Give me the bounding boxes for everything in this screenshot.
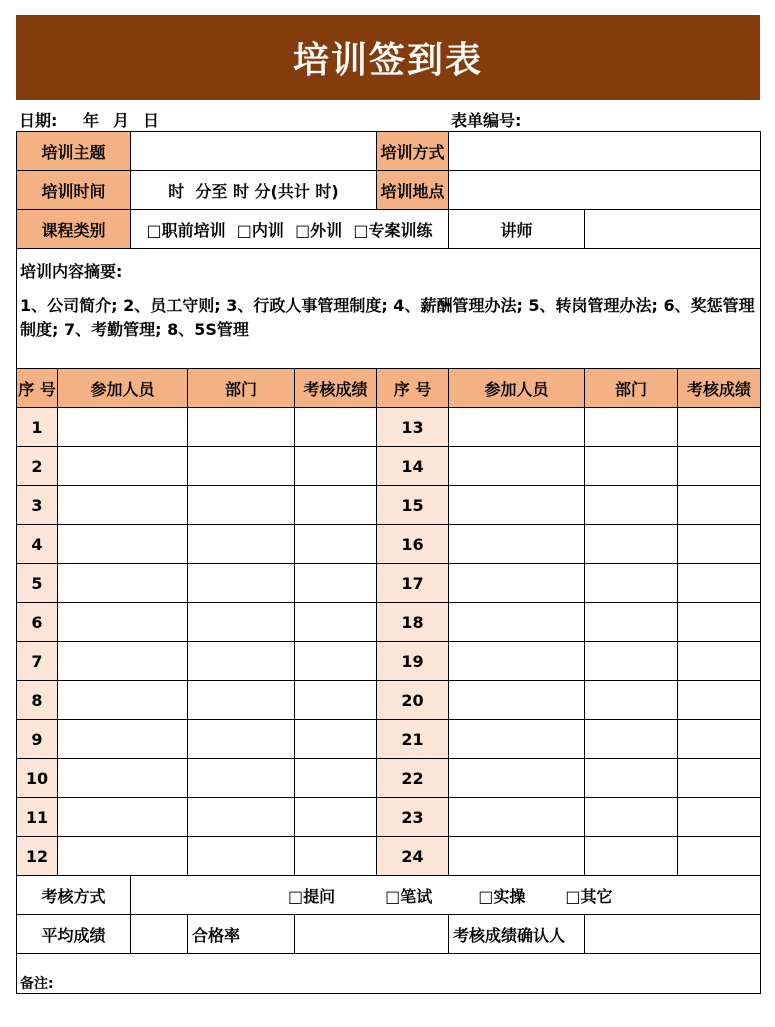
confirm-person-field[interactable] <box>585 915 761 954</box>
participant-cell-left[interactable] <box>58 798 188 837</box>
table-row <box>17 408 761 447</box>
participant-cell-right[interactable] <box>449 759 585 798</box>
assessment-option-question[interactable]: □提问 <box>288 886 336 906</box>
score-cell-right[interactable] <box>678 759 761 798</box>
participant-cell-left[interactable] <box>58 408 188 447</box>
form-title: 培训签到表 <box>16 15 760 100</box>
dept-cell-right[interactable] <box>585 447 678 486</box>
score-cell-right[interactable] <box>678 798 761 837</box>
row-number-right: 20 <box>377 681 449 720</box>
score-cell-right[interactable] <box>678 720 761 759</box>
participant-cell-right[interactable] <box>449 408 585 447</box>
table-row <box>17 447 761 486</box>
dept-cell-right[interactable] <box>585 525 678 564</box>
assessment-option-other[interactable]: □其它 <box>565 886 613 906</box>
row-number-left: 9 <box>17 720 58 759</box>
dept-cell-right[interactable] <box>585 720 678 759</box>
confirm-person-label: 考核成绩确认人 <box>449 915 585 954</box>
pass-rate-field[interactable] <box>295 915 449 954</box>
header-score-left: 考核成绩 <box>295 369 377 408</box>
participant-cell-right[interactable] <box>449 603 585 642</box>
assessment-option-written[interactable]: □笔试 <box>385 886 433 906</box>
row-number-right: 19 <box>377 642 449 681</box>
dept-cell-right[interactable] <box>585 681 678 720</box>
assessment-options <box>131 876 761 915</box>
table-row <box>17 720 761 759</box>
score-cell-left[interactable] <box>295 642 377 681</box>
participant-cell-right[interactable] <box>449 837 585 876</box>
row-number-left: 10 <box>17 759 58 798</box>
assessment-method-label: 考核方式 <box>17 876 131 915</box>
topic-field[interactable] <box>131 132 377 171</box>
category-label: 课程类别 <box>17 210 131 249</box>
score-cell-right[interactable] <box>678 525 761 564</box>
table-row <box>17 798 761 837</box>
row-number-right: 14 <box>377 447 449 486</box>
score-cell-left[interactable] <box>295 564 377 603</box>
table-row <box>17 525 761 564</box>
score-cell-right[interactable] <box>678 564 761 603</box>
participant-cell-left[interactable] <box>58 759 188 798</box>
score-cell-left[interactable] <box>295 486 377 525</box>
dept-cell-left[interactable] <box>188 837 295 876</box>
place-field[interactable] <box>449 171 761 210</box>
dept-cell-left[interactable] <box>188 486 295 525</box>
row-number-right: 15 <box>377 486 449 525</box>
score-cell-right[interactable] <box>678 447 761 486</box>
table-row <box>17 486 761 525</box>
score-cell-right[interactable] <box>678 837 761 876</box>
dept-cell-left[interactable] <box>188 564 295 603</box>
date-month-label: 月 <box>113 111 130 130</box>
summary-label: 培训内容摘要: <box>20 262 123 281</box>
participant-cell-left[interactable] <box>58 486 188 525</box>
header-dept-left: 部门 <box>188 369 295 408</box>
participant-cell-right[interactable] <box>449 564 585 603</box>
score-cell-right[interactable] <box>678 408 761 447</box>
participant-cell-left[interactable] <box>58 642 188 681</box>
row-number-left: 3 <box>17 486 58 525</box>
topic-label: 培训主题 <box>17 132 131 171</box>
dept-cell-left[interactable] <box>188 447 295 486</box>
row-number-left: 6 <box>17 603 58 642</box>
category-option-pre-job[interactable]: □职前培训 <box>146 220 226 240</box>
average-score-field[interactable] <box>131 915 188 954</box>
score-cell-left[interactable] <box>295 720 377 759</box>
score-cell-left[interactable] <box>295 525 377 564</box>
summary-cell[interactable] <box>17 249 761 369</box>
participant-cell-left[interactable] <box>58 525 188 564</box>
assessment-option-practice[interactable]: □实操 <box>478 886 526 906</box>
participant-cell-right[interactable] <box>449 681 585 720</box>
method-field[interactable] <box>449 132 761 171</box>
score-cell-left[interactable] <box>295 837 377 876</box>
score-cell-right[interactable] <box>678 642 761 681</box>
score-cell-right[interactable] <box>678 603 761 642</box>
header-no-right: 序 号 <box>377 369 449 408</box>
row-number-right: 21 <box>377 720 449 759</box>
participant-cell-right[interactable] <box>449 525 585 564</box>
dept-cell-left[interactable] <box>188 759 295 798</box>
dept-cell-right[interactable] <box>585 759 678 798</box>
row-number-left: 5 <box>17 564 58 603</box>
pass-rate-label: 合格率 <box>188 915 295 954</box>
score-cell-left[interactable] <box>295 408 377 447</box>
participant-cell-left[interactable] <box>58 720 188 759</box>
score-cell-left[interactable] <box>295 603 377 642</box>
score-cell-left[interactable] <box>295 447 377 486</box>
dept-cell-right[interactable] <box>585 642 678 681</box>
category-option-external[interactable]: □外训 <box>295 220 343 240</box>
method-label: 培训方式 <box>377 132 449 171</box>
score-cell-left[interactable] <box>295 681 377 720</box>
table-row <box>17 837 761 876</box>
category-options <box>131 210 449 249</box>
category-option-internal[interactable]: □内训 <box>236 220 284 240</box>
row-number-left: 7 <box>17 642 58 681</box>
dept-cell-right[interactable] <box>585 603 678 642</box>
date-year-label: 年 <box>83 111 100 130</box>
dept-cell-left[interactable] <box>188 603 295 642</box>
table-row <box>17 642 761 681</box>
participant-cell-left[interactable] <box>58 564 188 603</box>
date-label: 日期: <box>19 111 58 130</box>
score-cell-right[interactable] <box>678 486 761 525</box>
dept-cell-right[interactable] <box>585 798 678 837</box>
participant-cell-right[interactable] <box>449 486 585 525</box>
lecturer-field[interactable] <box>585 210 761 249</box>
header-dept-right: 部门 <box>585 369 678 408</box>
participant-cell-right[interactable] <box>449 642 585 681</box>
table-row <box>17 759 761 798</box>
dept-cell-left[interactable] <box>188 408 295 447</box>
dept-cell-right[interactable] <box>585 564 678 603</box>
dept-cell-right[interactable] <box>585 486 678 525</box>
header-no-left: 序 号 <box>17 369 58 408</box>
row-number-right: 23 <box>377 798 449 837</box>
row-number-left: 11 <box>17 798 58 837</box>
time-label: 培训时间 <box>17 171 131 210</box>
participant-cell-left[interactable] <box>58 603 188 642</box>
table-row <box>17 603 761 642</box>
participant-cell-right[interactable] <box>449 720 585 759</box>
row-number-right: 13 <box>377 408 449 447</box>
notes-cell[interactable] <box>17 954 761 994</box>
category-option-special[interactable]: □专案训练 <box>353 220 433 240</box>
table-row <box>17 564 761 603</box>
dept-cell-right[interactable] <box>585 837 678 876</box>
table-row <box>17 681 761 720</box>
date-row <box>16 108 760 130</box>
row-number-right: 24 <box>377 837 449 876</box>
notes-label: 备注: <box>20 976 54 992</box>
header-person-left: 参加人员 <box>58 369 188 408</box>
dept-cell-right[interactable] <box>585 408 678 447</box>
header-person-right: 参加人员 <box>449 369 585 408</box>
row-number-right: 16 <box>377 525 449 564</box>
row-number-left: 12 <box>17 837 58 876</box>
participant-cell-left[interactable] <box>58 447 188 486</box>
dept-cell-left[interactable] <box>188 642 295 681</box>
participant-cell-left[interactable] <box>58 837 188 876</box>
time-field[interactable]: 时 分至 时 分(共计 时) <box>131 171 377 210</box>
dept-cell-left[interactable] <box>188 525 295 564</box>
row-number-left: 1 <box>17 408 58 447</box>
place-label: 培训地点 <box>377 171 449 210</box>
score-cell-left[interactable] <box>295 798 377 837</box>
participant-cell-left[interactable] <box>58 681 188 720</box>
average-score-label: 平均成绩 <box>17 915 131 954</box>
row-number-right: 18 <box>377 603 449 642</box>
dept-cell-left[interactable] <box>188 681 295 720</box>
summary-body: 1、公司简介; 2、员工守则; 3、行政人事管理制度; 4、薪酬管理办法; 5、转岗管理办法; 6、奖惩管理制度; 7、考勤管理; 8、5S管理 <box>20 296 755 339</box>
sign-in-table <box>16 131 761 994</box>
row-number-left: 2 <box>17 447 58 486</box>
row-number-right: 17 <box>377 564 449 603</box>
form-number-label: 表单编号: <box>451 111 522 130</box>
row-number-left: 4 <box>17 525 58 564</box>
dept-cell-left[interactable] <box>188 720 295 759</box>
date-day-label: 日 <box>143 111 160 130</box>
header-score-right: 考核成绩 <box>678 369 761 408</box>
participant-cell-right[interactable] <box>449 798 585 837</box>
dept-cell-left[interactable] <box>188 798 295 837</box>
lecturer-label: 讲师 <box>449 210 585 249</box>
row-number-right: 22 <box>377 759 449 798</box>
row-number-left: 8 <box>17 681 58 720</box>
score-cell-left[interactable] <box>295 759 377 798</box>
score-cell-right[interactable] <box>678 681 761 720</box>
participant-cell-right[interactable] <box>449 447 585 486</box>
